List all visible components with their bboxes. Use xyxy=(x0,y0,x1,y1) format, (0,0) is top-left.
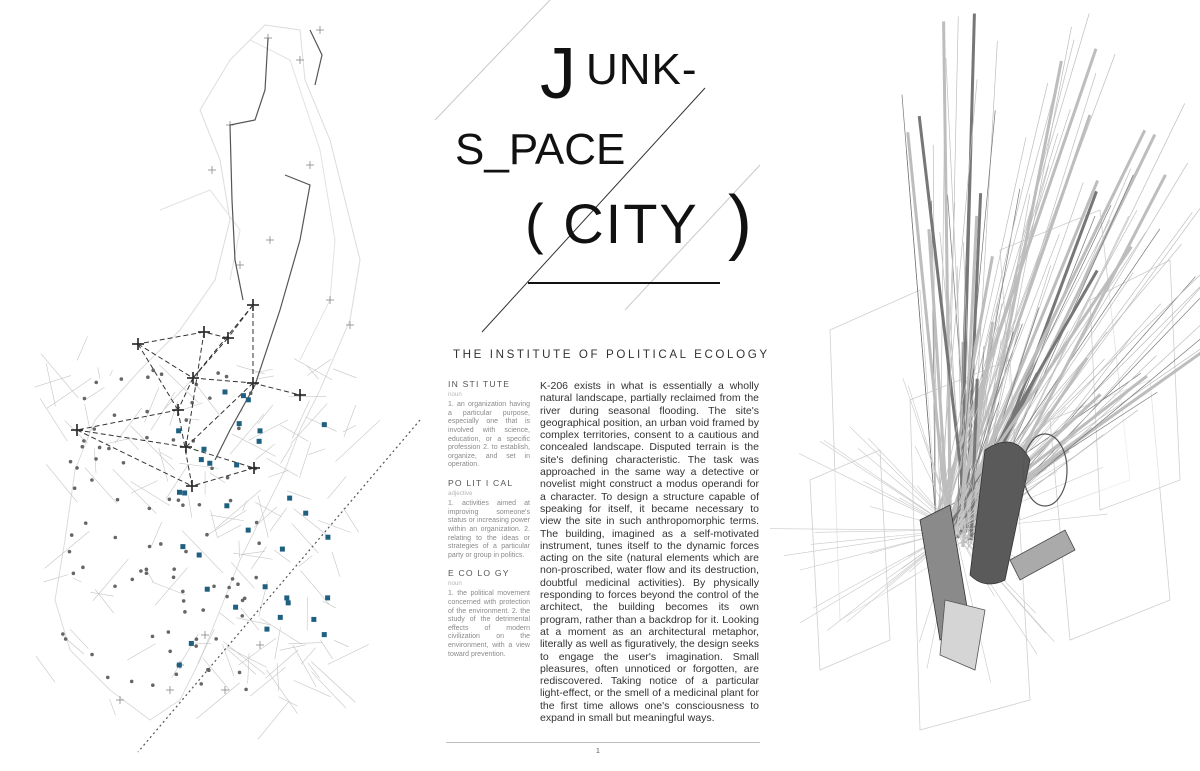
title-close-paren: ) xyxy=(728,182,752,262)
title-city: ( CITY xyxy=(525,192,699,255)
title-unk: UNK- xyxy=(586,45,698,94)
definitions-column xyxy=(448,380,530,668)
definition-institute xyxy=(448,380,530,470)
definition-pos: noun xyxy=(448,390,462,398)
definition-pos: adjective xyxy=(448,489,473,497)
architectural-burst-drawing xyxy=(770,0,1200,771)
definition-pos: noun xyxy=(448,579,462,587)
page-number: 1 xyxy=(596,748,600,755)
network-map-drawing xyxy=(0,0,440,771)
title-space: S_PACE xyxy=(455,125,626,174)
definition-ecology xyxy=(448,569,530,659)
definition-head: IN STI TUTE xyxy=(448,379,511,389)
body-text: K-206 exists in what is essentially a wholly natural landscape, partially reclaimed from the river during seasonal flooding. The site's geographical position, an urban void framed by complex territories, consent to a cautious and concealed landscape. Disputed terrain is the site's defining characteristic. The task was approached in the same way a detective or novelist might construct a modus operandi for a character. To design a structure capable of speaking for itself, it became necessary to view the site in such anthropomorphic terms. The building, imagined as a self-motivated instrument, tunes itself to the dynamic forces acting on the site (natural elements which are non-proscribed, water flow and its destruction, doubtful medicinal activities). By physically responding to forces beyond the control of the architect, the building becomes its own program, rather than a backdrop for it. Looking at a moment as an architectural metaphor, literally as well as figuratively, the design seeks to engage the user's imagination. Small pleasures, often unnoticed or forgotten, are rediscovered. Taking notice of a particular light-effect, or the smell of a medicinal plant for the first time allows one's consciousness to expand in small but meaningful ways. xyxy=(540,380,759,725)
institute-title: THE INSTITUTE OF POLITICAL ECOLOGY xyxy=(453,348,770,361)
definition-head: PO LIT I CAL xyxy=(448,477,514,488)
footer-rule xyxy=(446,742,760,743)
definition-political xyxy=(448,479,530,560)
definition-head: E CO LO GY xyxy=(448,568,510,579)
definition-text: 1. the political movement concerned with protection of the environment. 2. the study of the detrimental effects of modern civilization on the environment, with a view toward prevention. xyxy=(448,590,530,658)
definition-text: 1. activities aimed at improving someone's status or increasing power within an organization. 2. relating to the ideas or strategies of a particular party or group in politics. xyxy=(448,500,530,559)
title-letter-j: J xyxy=(540,34,576,114)
definition-text: 1. an organization having a particular purpose, especially one that is involved with science, education, or a specific profession 2. to establish, organize, and set in operation. xyxy=(448,401,530,469)
